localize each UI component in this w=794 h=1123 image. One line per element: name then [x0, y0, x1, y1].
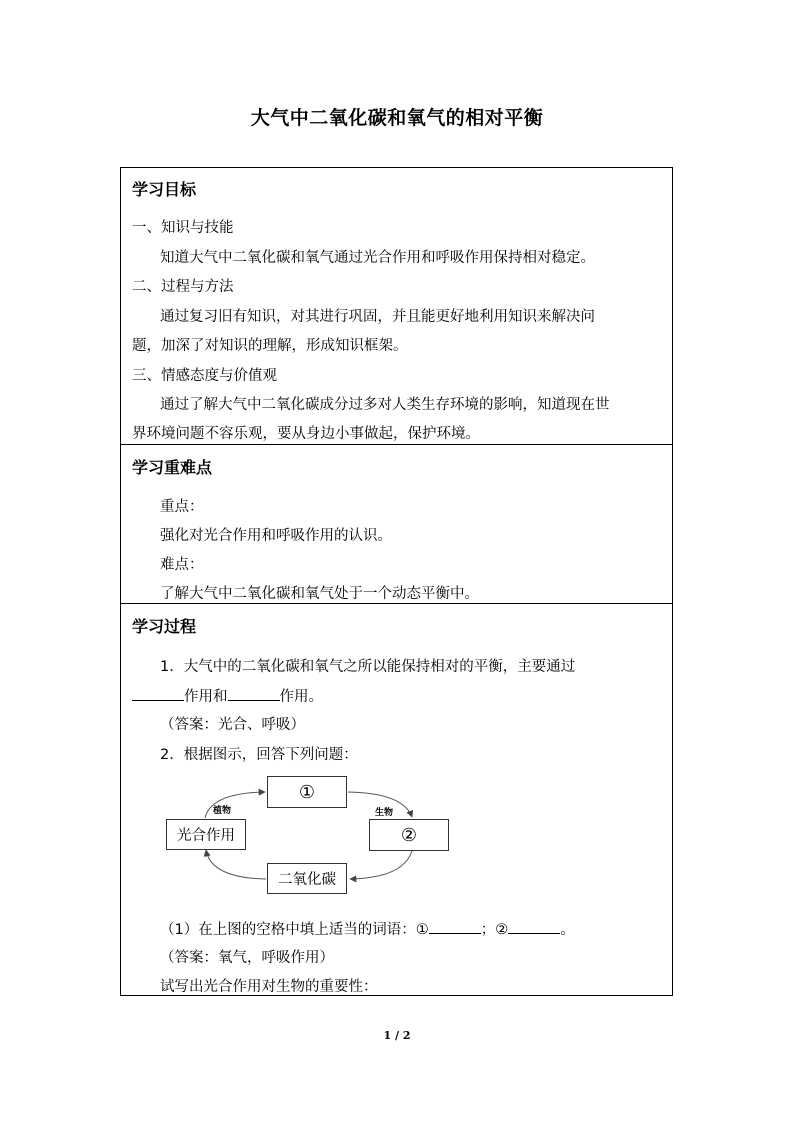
goal-attitude-text-1: 通过了解大气中二氧化碳成分过多对人类生存环境的影响，知道现在世: [160, 397, 610, 413]
diagram-box-2: ②: [369, 819, 449, 851]
focus-label: 重点：: [160, 499, 204, 515]
goal-knowledge-text: 知道大气中二氧化碳和氧气通过光合作用和呼吸作用保持相对稳定。: [160, 250, 595, 266]
diagram-label-plant: 植物: [213, 806, 232, 816]
sub1-sep: ；②: [480, 922, 509, 938]
q1-end-text: 作用。: [279, 689, 323, 705]
difficulty-label: 难点：: [160, 557, 204, 573]
diagram-box-co2: 二氧化碳: [267, 863, 347, 894]
process-heading: 学习过程: [132, 617, 197, 636]
sub1-end: 。: [560, 922, 575, 938]
sub1-prefix: （1）在上图的空格中填上适当的词语：①: [160, 922, 429, 938]
question-1-answer: （答案：光合、呼吸）: [160, 717, 305, 733]
prompt-text: 试写出光合作用对生物的重要性：: [160, 979, 378, 995]
answer-blank[interactable]: [429, 919, 481, 934]
diagram-label-organism: 生物: [375, 808, 394, 818]
goal-attitude-text-2: 界环境问题不容乐观，要从身边小事做起，保护环境。: [132, 426, 480, 442]
arrow-2-to-co2: [350, 851, 412, 879]
focus-text: 强化对光合作用和呼吸作用的认识。: [160, 528, 392, 544]
page-number: 1 / 2: [383, 1029, 411, 1042]
study-table: [120, 167, 673, 996]
answer-blank[interactable]: [508, 919, 560, 934]
sub-question-1: [160, 919, 575, 940]
question-2: 2．根据图示，回答下列问题：: [160, 747, 358, 763]
q1-mid-text: 作用和: [184, 689, 228, 705]
goal-attitude-title: 三、情感态度与价值观: [132, 368, 277, 384]
diagram-box-1: ①: [267, 776, 347, 808]
cycle-diagram-arrows: [121, 168, 674, 997]
document-title: 大气中二氧化碳和氧气的相对平衡: [250, 107, 544, 129]
goal-method-text-2: 题，加深了对知识的理解，形成知识框架。: [132, 338, 408, 354]
sub-question-1-answer: （答案：氧气，呼吸作用）: [160, 950, 334, 966]
diagram-box-photosynthesis: 光合作用: [166, 819, 246, 850]
arrow-co2-to-photosynthesis: [206, 850, 266, 879]
difficulty-text: 了解大气中二氧化碳和氧气处于一个动态平衡中。: [160, 586, 479, 602]
question-1: 1．大气中的二氧化碳和氧气之所以能保持相对的平衡，主要通过: [160, 659, 576, 675]
keys-heading: 学习重难点: [132, 458, 213, 477]
goal-method-text-1: 通过复习旧有知识，对其进行巩固，并且能更好地利用知识来解决问: [160, 309, 595, 325]
goal-method-title: 二、过程与方法: [132, 279, 234, 295]
goal-knowledge-title: 一、知识与技能: [132, 220, 234, 236]
goals-heading: 学习目标: [132, 180, 197, 199]
